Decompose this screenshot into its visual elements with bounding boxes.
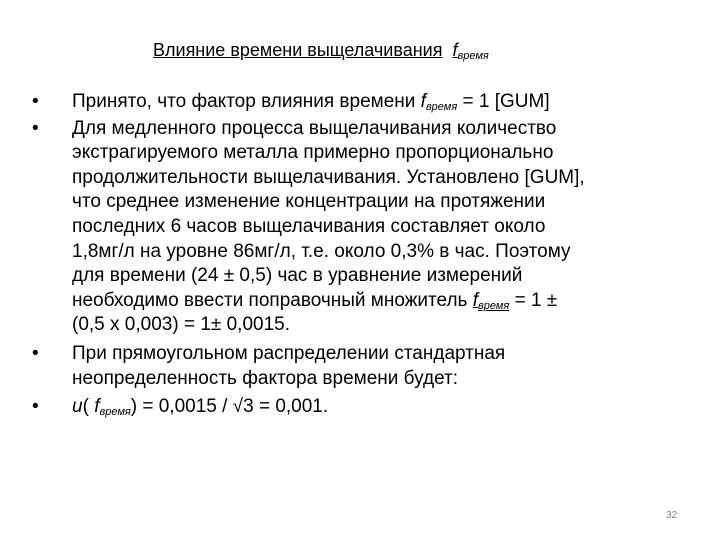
slide-title-symbol: f: [452, 40, 458, 60]
bullet-line: продолжительности выщелачивания. Установлено [GUM],: [72, 166, 585, 188]
time-factor-subscript: время: [425, 101, 458, 113]
bullet-line: (0,5 х 0,003) = 1± 0,0015.: [72, 314, 290, 336]
bullet-line: для времени (24 ± 0,5) час в уравнение измерений: [72, 265, 523, 287]
time-factor-subscript: время: [99, 406, 131, 419]
bullet-line: неопределенность фактора времени будет:: [72, 367, 459, 389]
slide-title: [153, 38, 489, 62]
bullet-dot: •: [32, 396, 39, 418]
bullet-dot: •: [32, 117, 39, 139]
time-factor-subscript: время: [478, 299, 510, 312]
bullet-text: ) = 0,0015 / √3 = 0,001.: [130, 396, 329, 418]
bullet-line: [72, 289, 682, 314]
time-factor-symbol: f: [420, 91, 426, 112]
bullet-list: [32, 90, 682, 420]
bullet-text: = 1 ±: [509, 289, 558, 311]
bullet-text: Принято, что фактор влияния времени: [72, 91, 421, 112]
bullet-item-1: [32, 90, 682, 115]
bullet-line: 1,8мг/л на уровне 86мг/л, т.е. около 0,3% в час. Поэтому: [72, 240, 571, 262]
bullet-dot: •: [32, 91, 39, 112]
bullet-line: Для медленного процесса выщелачивания количество: [72, 117, 557, 139]
bullet-line: что среднее изменение концентрации на протяжении: [72, 191, 546, 213]
bullet-item-2: [32, 117, 682, 338]
bullet-line: [72, 90, 682, 115]
time-factor-symbol: f: [94, 396, 100, 418]
time-factor-symbol: f: [472, 289, 479, 311]
page-number: 32: [666, 510, 678, 521]
uncertainty-symbol: u: [72, 396, 83, 418]
bullet-line: последних 6 часов выщелачивания составляет около: [72, 215, 546, 237]
bullet-item-3: [32, 342, 682, 391]
bullet-dot: •: [32, 342, 39, 364]
slide-title-text: Влияние времени выщелачивания: [153, 40, 443, 60]
bullet-text: (: [82, 396, 95, 418]
slide-title-subscript: время: [457, 50, 489, 62]
bullet-text: необходимо ввести поправочный множитель: [72, 289, 473, 311]
bullet-line: [72, 395, 682, 420]
bullet-text: = 1 [GUM]: [457, 91, 550, 112]
bullet-line: При прямоугольном распределении стандартная: [72, 342, 506, 364]
bullet-item-4: [32, 395, 682, 420]
bullet-line: экстрагируемого металла примерно пропорционально: [72, 142, 554, 164]
